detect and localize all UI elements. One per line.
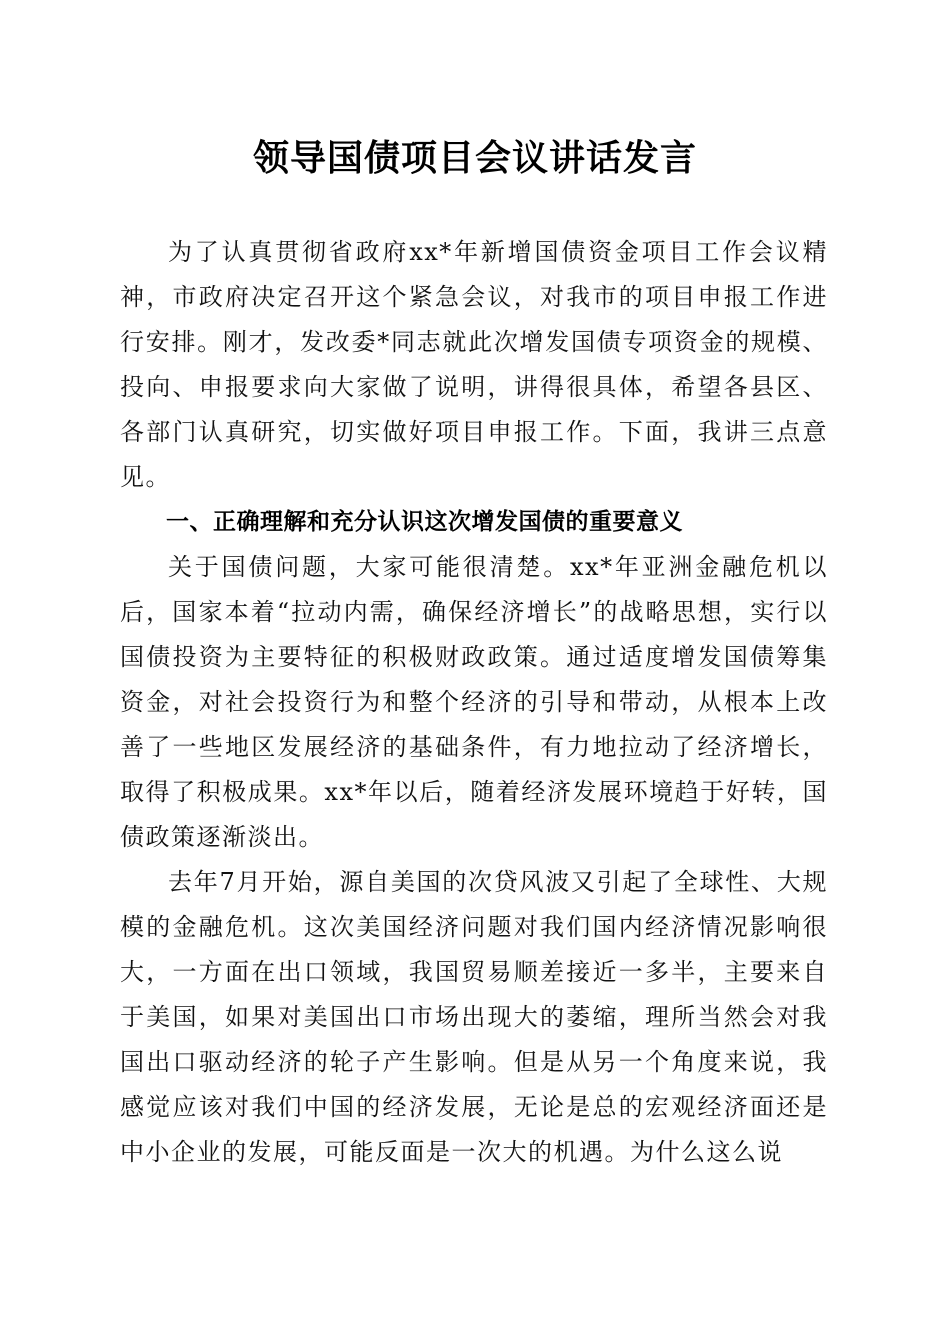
section1-paragraph-1: 关于国债问题，大家可能很清楚。xx*年亚洲金融危机以后，国家本着“拉动内需，确保经济增长”的战略思想，实行以国债投资为主要特征的积极财政政策。通过适度增发国债筹集资金，对社会投资行为和整个经济的引导和带动，从根本上改善了一些地区发展经济的基础条件，有力地拉动了经济增长，取得了积极成果。xx*年以后，随着经济发展环境趋于好转，国债政策逐渐淡出。: [120, 553, 828, 851]
section-heading-1: 一、正确理解和充分认识这次增发国债的重要意义: [166, 509, 683, 535]
document-body: [120, 230, 828, 1175]
section1-paragraph-2: 去年7月开始，源自美国的次贷风波又引起了全球性、大规模的金融危机。这次美国经济问题对我们国内经济情况影响很大，一方面在出口领域，我国贸易顺差接近一多半，主要来自于美国，如果对美国出口市场出现大的萎缩，理所当然会对我国出口驱动经济的轮子产生影响。但是从另一个角度来说，我感觉应该对我们中国的经济发展，无论是总的宏观经济面还是中小企业的发展，可能反面是一次大的机遇。为什么这么说: [120, 868, 828, 1166]
intro-paragraph: 为了认真贯彻省政府xx*年新增国债资金项目工作会议精神，市政府决定召开这个紧急会议，对我市的项目申报工作进行安排。刚才，发改委*同志就此次增发国债专项资金的规模、投向、申报要求向大家做了说明，讲得很具体，希望各县区、各部门认真研究，切实做好项目申报工作。下面，我讲三点意见。: [120, 238, 828, 491]
document-title: 领导国债项目会议讲话发言: [252, 137, 697, 179]
